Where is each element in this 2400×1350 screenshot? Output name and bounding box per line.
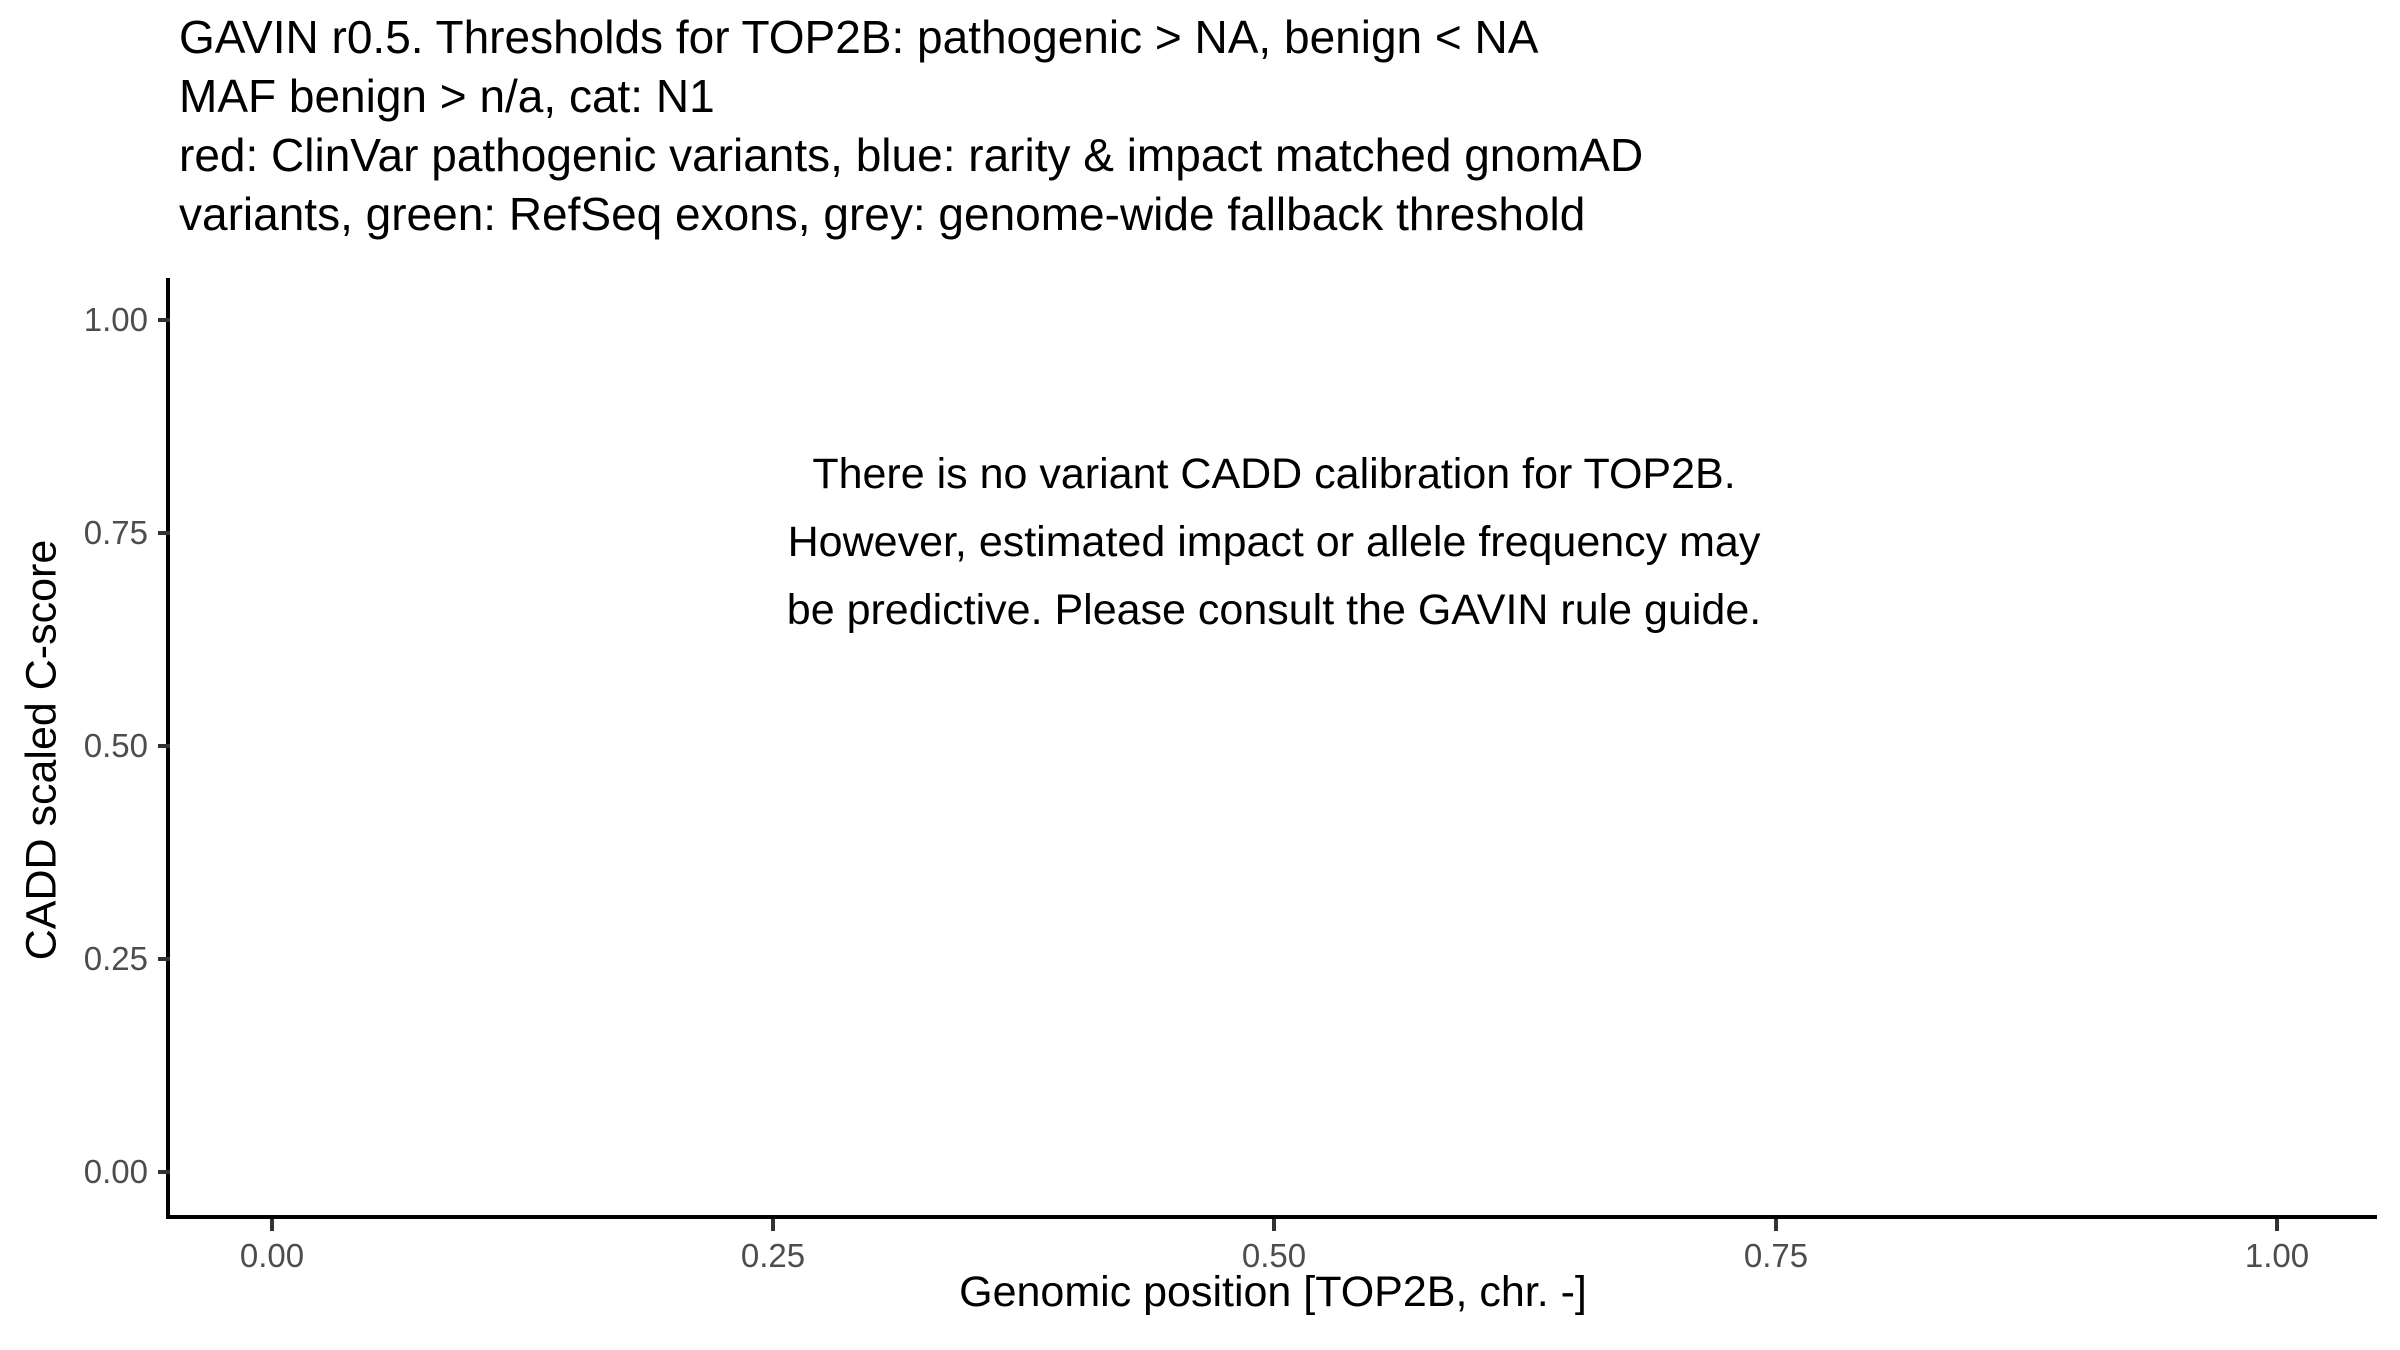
y-tick-label-1: 0.25	[83, 940, 148, 977]
x-tick-label-0: 0.00	[239, 1237, 305, 1274]
y-tick-label-2: 0.50	[83, 727, 148, 764]
chart-title-line-4: variants, green: RefSeq exons, grey: genome-wide fallback threshold	[179, 188, 1586, 240]
annotation-line-2: However, estimated impact or allele frequency may	[787, 518, 1761, 566]
y-axis-title: CADD scaled C-score	[17, 539, 66, 961]
x-tick-label-4: 1.00	[2244, 1237, 2310, 1274]
x-tick-mark-1	[771, 1219, 775, 1231]
y-tick-label-0: 0.00	[83, 1153, 148, 1190]
plot-panel	[166, 278, 2377, 1219]
y-tick-mark-4	[158, 318, 170, 322]
y-tick-label-4: 1.00	[83, 301, 148, 338]
y-tick-label-3: 0.75	[83, 514, 148, 551]
x-tick-mark-3	[1774, 1219, 1778, 1231]
x-tick-mark-0	[270, 1219, 274, 1231]
chart-title-line-2: MAF benign > n/a, cat: N1	[179, 70, 715, 122]
y-tick-mark-0	[158, 1170, 170, 1174]
x-axis-title: Genomic position [TOP2B, chr. -]	[959, 1268, 1587, 1316]
x-tick-mark-4	[2275, 1219, 2279, 1231]
chart-title-line-1: GAVIN r0.5. Thresholds for TOP2B: pathogenic > NA, benign < NA	[179, 11, 1539, 63]
chart-title	[179, 8, 1643, 244]
no-calibration-annotation	[787, 440, 1761, 644]
x-tick-label-2: 0.50	[1241, 1237, 1307, 1274]
x-tick-mark-2	[1272, 1219, 1276, 1231]
x-tick-label-3: 0.75	[1743, 1237, 1809, 1274]
y-tick-mark-2	[158, 744, 170, 748]
y-tick-mark-3	[158, 531, 170, 535]
y-tick-mark-1	[158, 957, 170, 961]
annotation-line-3: be predictive. Please consult the GAVIN rule guide.	[786, 586, 1762, 634]
chart-title-line-3: red: ClinVar pathogenic variants, blue: rarity & impact matched gnomAD	[179, 129, 1644, 181]
x-tick-label-1: 0.25	[740, 1237, 806, 1274]
annotation-line-1: There is no variant CADD calibration for TOP2B.	[812, 450, 1736, 498]
